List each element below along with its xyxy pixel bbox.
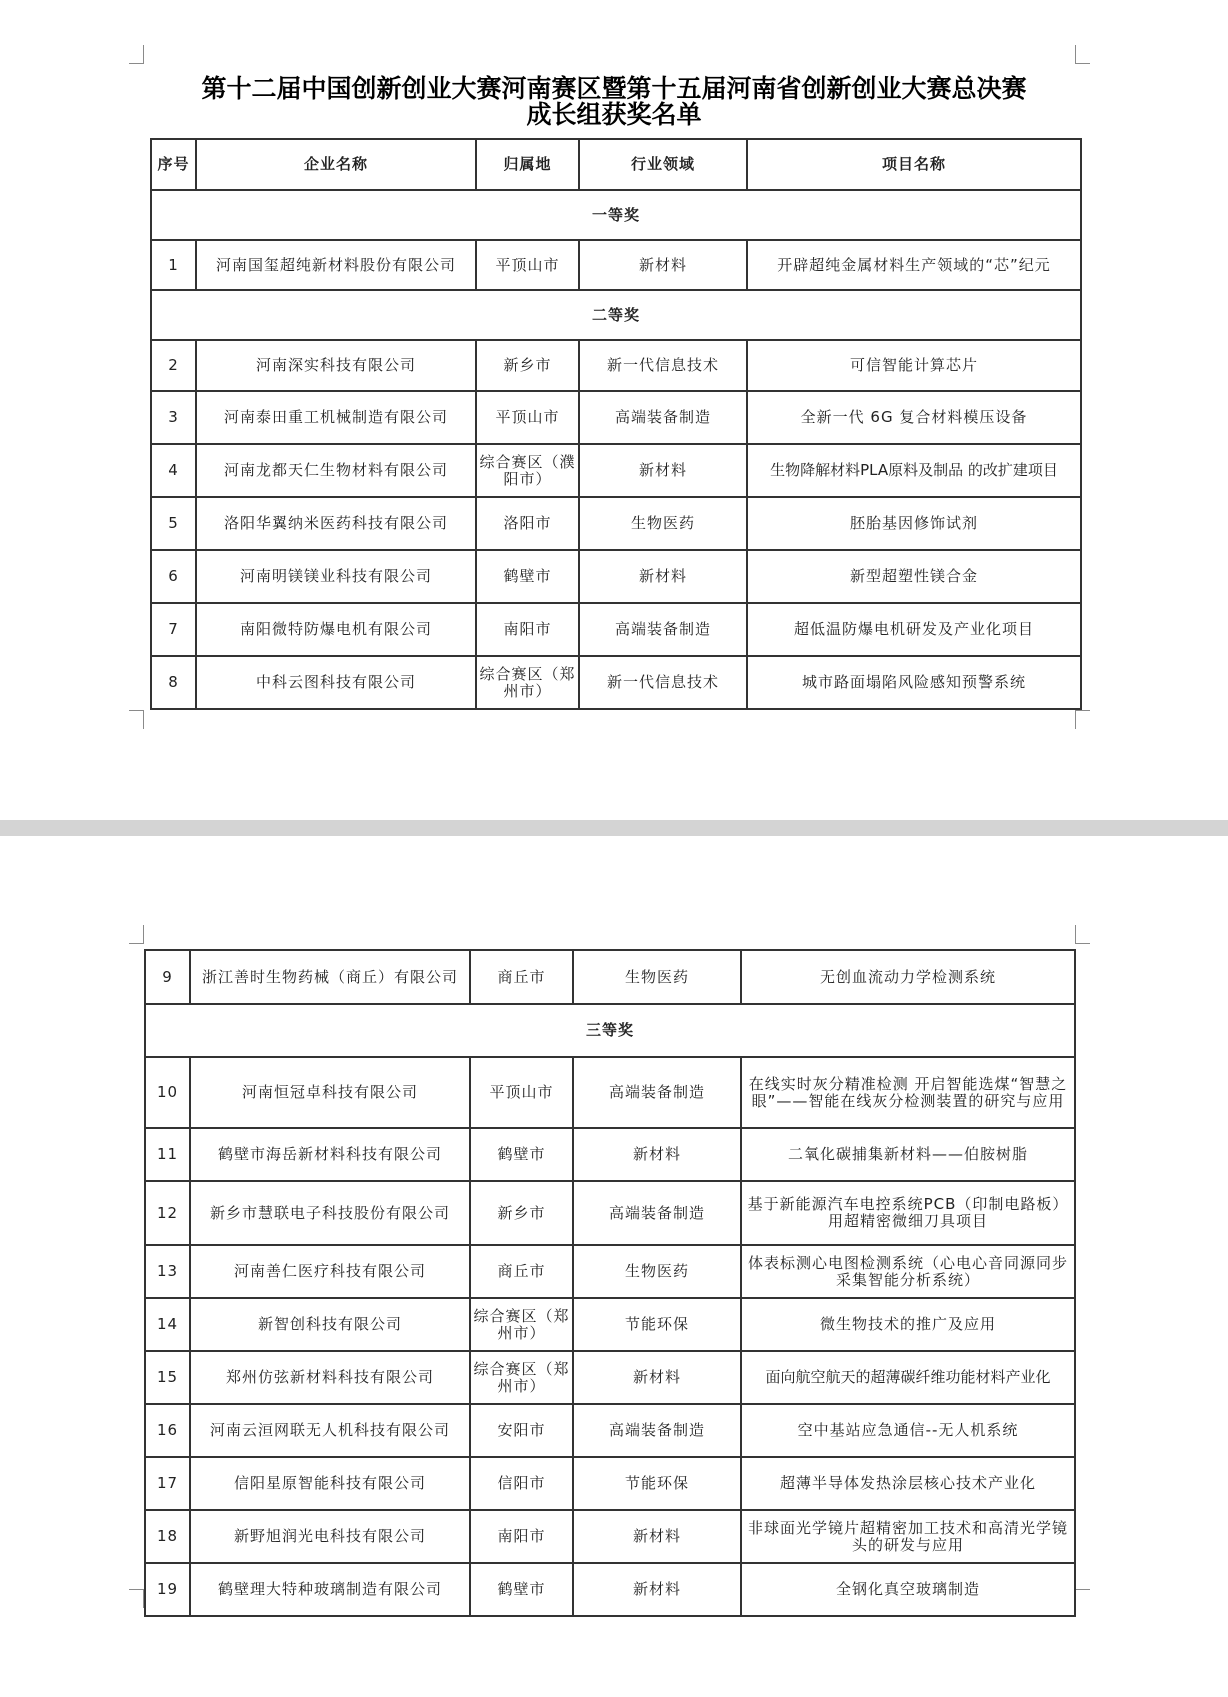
- header-no: 序号: [151, 139, 196, 190]
- cell-location: 综合赛区（郑州市）: [476, 656, 579, 709]
- cell-project: 微生物技术的推广及应用: [741, 1298, 1075, 1351]
- header-project: 项目名称: [747, 139, 1081, 190]
- cell-no: 12: [145, 1181, 190, 1245]
- cell-location: 新乡市: [470, 1181, 573, 1245]
- cell-project: 空中基站应急通信--无人机系统: [741, 1404, 1075, 1457]
- crop-mark: [1075, 710, 1090, 729]
- cell-company: 河南恒冠卓科技有限公司: [190, 1057, 470, 1128]
- cell-industry: 节能环保: [573, 1457, 741, 1510]
- cell-no: 15: [145, 1351, 190, 1404]
- cell-company: 郑州仿弦新材料科技有限公司: [190, 1351, 470, 1404]
- table-row: [151, 550, 1081, 603]
- cell-location: 南阳市: [470, 1510, 573, 1563]
- cell-project: 面向航空航天的超薄碳纤维功能材料产业化: [741, 1351, 1075, 1404]
- table-row: [145, 1563, 1075, 1616]
- header-company: 企业名称: [196, 139, 476, 190]
- cell-location: 信阳市: [470, 1457, 573, 1510]
- crop-mark: [1075, 45, 1090, 64]
- table-row: [145, 1245, 1075, 1298]
- cell-no: 16: [145, 1404, 190, 1457]
- cell-company: 鹤壁理大特种玻璃制造有限公司: [190, 1563, 470, 1616]
- table-row: [145, 1457, 1075, 1510]
- crop-mark: [1075, 925, 1090, 944]
- cell-location: 综合赛区（郑州市）: [470, 1351, 573, 1404]
- document-page-1: [0, 0, 1228, 820]
- cell-industry: 新一代信息技术: [579, 340, 747, 391]
- table-row: [151, 497, 1081, 550]
- cell-industry: 新材料: [573, 1351, 741, 1404]
- table-row: [151, 391, 1081, 444]
- table-row: [145, 950, 1075, 1004]
- cell-company: 中科云图科技有限公司: [196, 656, 476, 709]
- cell-no: 3: [151, 391, 196, 444]
- awards-table-page-1: [150, 138, 1082, 710]
- table-row: [145, 1351, 1075, 1404]
- prize-row-third: [145, 1004, 1075, 1057]
- prize-row-second: [151, 290, 1081, 340]
- cell-company: 南阳微特防爆电机有限公司: [196, 603, 476, 656]
- cell-project: 体表标测心电图检测系统（心电心音同源同步采集智能分析系统）: [741, 1245, 1075, 1298]
- cell-industry: 生物医药: [573, 950, 741, 1004]
- table-row: [145, 1181, 1075, 1245]
- awards-table-page-2: [144, 949, 1076, 1617]
- cell-industry: 高端装备制造: [573, 1404, 741, 1457]
- cell-company: 河南善仁医疗科技有限公司: [190, 1245, 470, 1298]
- cell-no: 5: [151, 497, 196, 550]
- cell-location: 综合赛区（郑州市）: [470, 1298, 573, 1351]
- cell-project: 可信智能计算芯片: [747, 340, 1081, 391]
- cell-location: 洛阳市: [476, 497, 579, 550]
- crop-mark: [1075, 1589, 1090, 1608]
- cell-company: 信阳星原智能科技有限公司: [190, 1457, 470, 1510]
- cell-industry: 新材料: [579, 550, 747, 603]
- cell-no: 14: [145, 1298, 190, 1351]
- cell-industry: 生物医药: [579, 497, 747, 550]
- table-row: [145, 1404, 1075, 1457]
- crop-mark: [129, 710, 144, 729]
- cell-project: 全钢化真空玻璃制造: [741, 1563, 1075, 1616]
- cell-no: 1: [151, 240, 196, 290]
- table-row: [145, 1057, 1075, 1128]
- crop-mark: [129, 45, 144, 64]
- crop-mark: [129, 1589, 144, 1608]
- cell-location: 鹤壁市: [470, 1563, 573, 1616]
- table-row: [151, 240, 1081, 290]
- cell-no: 2: [151, 340, 196, 391]
- table-row: [145, 1298, 1075, 1351]
- cell-industry: 高端装备制造: [579, 391, 747, 444]
- document-title-line-1: 第十二届中国创新创业大赛河南赛区暨第十五届河南省创新创业大赛总决赛: [201, 74, 1027, 103]
- cell-location: 商丘市: [470, 950, 573, 1004]
- cell-location: 平顶山市: [470, 1057, 573, 1128]
- cell-no: 17: [145, 1457, 190, 1510]
- cell-location: 安阳市: [470, 1404, 573, 1457]
- cell-industry: 生物医药: [573, 1245, 741, 1298]
- cell-project: 基于新能源汽车电控系统PCB（印制电路板）用超精密微细刀具项目: [741, 1181, 1075, 1245]
- table-header-row: [151, 139, 1081, 190]
- cell-location: 商丘市: [470, 1245, 573, 1298]
- table-row: [151, 656, 1081, 709]
- crop-mark: [129, 925, 144, 944]
- prize-label: 二等奖: [151, 290, 1081, 340]
- cell-project: 新型超塑性镁合金: [747, 550, 1081, 603]
- cell-company: 河南明镁镁业科技有限公司: [196, 550, 476, 603]
- table-row: [145, 1128, 1075, 1181]
- cell-company: 河南龙都天仁生物材料有限公司: [196, 444, 476, 497]
- cell-no: 10: [145, 1057, 190, 1128]
- cell-industry: 节能环保: [573, 1298, 741, 1351]
- document-title-line-2: 成长组获奖名单: [526, 100, 702, 129]
- cell-company: 新野旭润光电科技有限公司: [190, 1510, 470, 1563]
- cell-industry: 新材料: [579, 444, 747, 497]
- cell-company: 河南深实科技有限公司: [196, 340, 476, 391]
- cell-company: 洛阳华翼纳米医药科技有限公司: [196, 497, 476, 550]
- cell-project: 在线实时灰分精准检测 开启智能选煤“智慧之眼”——智能在线灰分检测装置的研究与应用: [741, 1057, 1075, 1128]
- table-row: [151, 444, 1081, 497]
- cell-industry: 新材料: [573, 1128, 741, 1181]
- cell-no: 13: [145, 1245, 190, 1298]
- cell-company: 新乡市慧联电子科技股份有限公司: [190, 1181, 470, 1245]
- cell-industry: 新材料: [579, 240, 747, 290]
- cell-project: 非球面光学镜片超精密加工技术和高清光学镜头的研发与应用: [741, 1510, 1075, 1563]
- cell-company: 河南泰田重工机械制造有限公司: [196, 391, 476, 444]
- cell-company: 河南国玺超纯新材料股份有限公司: [196, 240, 476, 290]
- prize-row-first: [151, 190, 1081, 240]
- cell-project: 超低温防爆电机研发及产业化项目: [747, 603, 1081, 656]
- table-row: [145, 1510, 1075, 1563]
- cell-location: 综合赛区（濮阳市）: [476, 444, 579, 497]
- cell-no: 11: [145, 1128, 190, 1181]
- cell-project: 城市路面塌陷风险感知预警系统: [747, 656, 1081, 709]
- cell-no: 9: [145, 950, 190, 1004]
- cell-project: 全新一代 6G 复合材料模压设备: [747, 391, 1081, 444]
- cell-industry: 新一代信息技术: [579, 656, 747, 709]
- cell-project: 胚胎基因修饰试剂: [747, 497, 1081, 550]
- cell-company: 新智创科技有限公司: [190, 1298, 470, 1351]
- cell-no: 19: [145, 1563, 190, 1616]
- cell-project: 超薄半导体发热涂层核心技术产业化: [741, 1457, 1075, 1510]
- cell-location: 鹤壁市: [476, 550, 579, 603]
- cell-location: 新乡市: [476, 340, 579, 391]
- cell-project: 无创血流动力学检测系统: [741, 950, 1075, 1004]
- header-location: 归属地: [476, 139, 579, 190]
- table-row: [151, 603, 1081, 656]
- cell-no: 8: [151, 656, 196, 709]
- cell-project: 生物降解材料PLA原料及制品 的改扩建项目: [747, 444, 1081, 497]
- cell-industry: 高端装备制造: [573, 1181, 741, 1245]
- page-separator: [0, 820, 1228, 836]
- cell-industry: 高端装备制造: [573, 1057, 741, 1128]
- cell-no: 4: [151, 444, 196, 497]
- cell-no: 7: [151, 603, 196, 656]
- cell-company: 鹤壁市海岳新材料科技有限公司: [190, 1128, 470, 1181]
- prize-label: 一等奖: [151, 190, 1081, 240]
- cell-industry: 新材料: [573, 1563, 741, 1616]
- cell-location: 鹤壁市: [470, 1128, 573, 1181]
- cell-no: 18: [145, 1510, 190, 1563]
- prize-label: 三等奖: [145, 1004, 1075, 1057]
- cell-company: 河南云洹网联无人机科技有限公司: [190, 1404, 470, 1457]
- table-row: [151, 340, 1081, 391]
- cell-industry: 新材料: [573, 1510, 741, 1563]
- header-industry: 行业领域: [579, 139, 747, 190]
- cell-project: 二氧化碳捕集新材料——伯胺树脂: [741, 1128, 1075, 1181]
- cell-project: 开辟超纯金属材料生产领域的“芯”纪元: [747, 240, 1081, 290]
- document-page-2: [0, 836, 1228, 1697]
- cell-industry: 高端装备制造: [579, 603, 747, 656]
- cell-no: 6: [151, 550, 196, 603]
- cell-location: 平顶山市: [476, 391, 579, 444]
- cell-location: 平顶山市: [476, 240, 579, 290]
- cell-company: 浙江善时生物药械（商丘）有限公司: [190, 950, 470, 1004]
- cell-location: 南阳市: [476, 603, 579, 656]
